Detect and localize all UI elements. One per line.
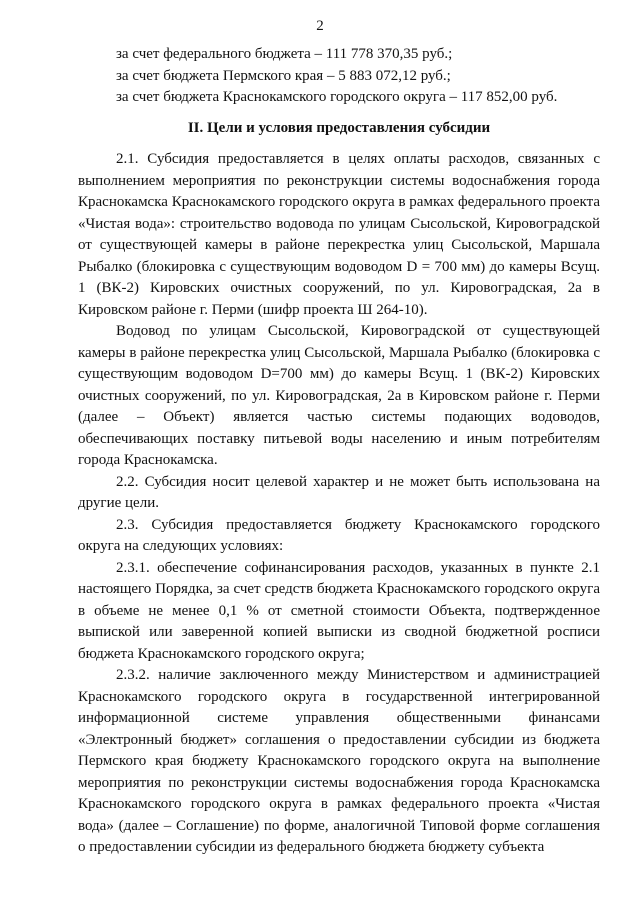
paragraph-2-3-1: 2.3.1. обеспечение софинансирования расходов, указанных в пункте 2.1 настоящего Порядка, за счет средств бюджета Краснокамского городского округа в объеме не менее 0,1 % от сметной стоимости Объекта, подтвержденное выпиской или заверенной копией выписки из сводной бюджетной росписи бюджета Краснокамского городского округа; <box>78 559 600 662</box>
paragraph-2-3-2: 2.3.2. наличие заключенного между Министерством и администрацией Краснокамского городского округа в государственной интегрированной информационной системе управления общественными финансами «Электронный бюджет» соглашения о предоставлении субсидии из бюджета Пермского края бюджету Краснокамского городского округа на выполнение мероприятия по реконструкции системы водоснабжения города Краснокамска Краснокамского городского округа в рамках федерального проекта «Чистая вода» (далее – Соглашение) по форме, аналогичной Типовой форме соглашения о предоставлении субсидии из федерального бюджета бюджету субъекта <box>78 667 600 855</box>
funding-line-perm-region: за счет бюджета Пермского края – 5 883 072,12 руб.; <box>116 67 451 84</box>
section-title: II. Цели и условия предоставления субсидии <box>187 119 491 136</box>
paragraph-2-1: 2.1. Субсидия предоставляется в целях оплаты расходов, связанных с выполнением мероприятия по реконструкции системы водоснабжения города Краснокамска Краснокамского городского округа в рамках федерального проекта «Чистая вода»: строительство водовода по улицам Сысольской, Кировоградской от существующей камеры в районе перекрестка улиц Сысольской, Маршала Рыбалко (блокировка с существующим водоводом D = 700 мм) до камеры Всущ. 1 (ВК-2) Кировских очистных сооружений, по ул. Кировоградская, 2а в Кировском районе г. Перми (шифр проекта Ш 264-10). <box>78 151 600 318</box>
paragraph-2-3: 2.3. Субсидия предоставляется бюджету Краснокамского городского округа на следующих условиях: <box>78 516 600 554</box>
page-number: 2 <box>316 18 324 34</box>
funding-line-krasnokamsk: за счет бюджета Краснокамского городского округа – 117 852,00 руб. <box>116 89 558 105</box>
paragraph-2-2: 2.2. Субсидия носит целевой характер и не может быть использована на другие цели. <box>78 473 600 511</box>
paragraph-object-description: Водовод по улицам Сысольской, Кировоградской от существующей камеры в районе перекрестка улиц Сысольской, Маршала Рыбалко (блокировка с существующим водоводом D=700 мм) до камеры Всущ. 1 (ВК-2) Кировских очистных сооружений, по ул. Кировоградская, 2а в Кировском районе г. Перми (далее – Объект) является частью системы подающих водоводов, обеспечивающих поставку питьевой воды населению и иным потребителям города Краснокамска. <box>78 323 600 468</box>
funding-line-federal: за счет федерального бюджета – 111 778 370,35 руб.; <box>116 46 453 62</box>
funding-sources <box>116 44 600 109</box>
document-body <box>78 44 600 859</box>
